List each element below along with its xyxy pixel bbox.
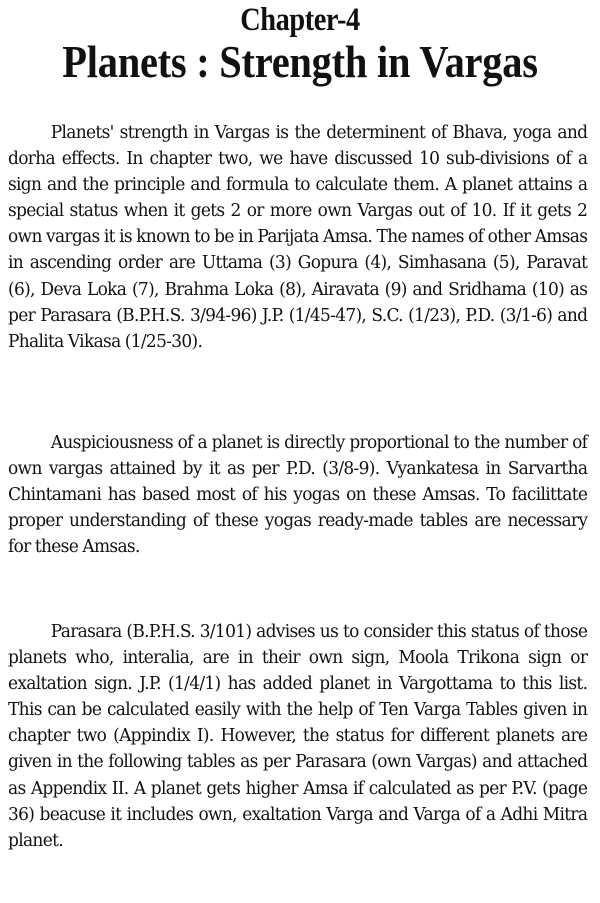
paragraph-1: Planets' strength in Vargas is the determinent of Bhava, yoga and dorha effects. In chapter two, we have discussed 10 sub-divisions of a sign and the principle and formula to calculate them. A planet attains a special status when it gets 2 or more own Vargas out of 10. If it gets 2 own vargas it is known to be in Parijata Amsa. The names of other Amsas in ascending order are Uttama (3) Gopura (4), Simhasana (5), Paravat (6), Deva Loka (7), Brahma Loka (8), Airavata (9) and Sridhama (10) as per Parasara (B.P.H.S. 3/94-96) J.P. (1/45-47), S.C. (1/23), P.D. (3/1-6) and Phalita Vikasa (1/25-30). <box>8 123 588 352</box>
paragraph-2: Auspiciousness of a planet is directly proportional to the number of own vargas attained by it as per P.D. (3/8-9). Vyankatesa in Sarvartha Chintamani has based most of his yogas on these Amsas. To facilittate proper understanding of these yogas ready-made tables are necessary for these Amsas. <box>8 433 588 558</box>
chapter-title: Planets : Strength in Vargas <box>62 36 538 87</box>
chapter-label: Chapter-4 <box>240 2 360 38</box>
paragraph-3: Parasara (B.P.H.S. 3/101) advises us to consider this status of those planets who, interalia, are in their own sign, Moola Trikona sign or exaltation sign. J.P. (1/4/1) has added planet in Vargottama to this list. This can be calculated easily with the help of Ten Varga Tables given in chapter two (Appindix I). However, the status for different planets are given in the following tables as per Parasara (own Vargas) and attached as Appendix II. A planet gets higher Amsa if calculated as per P.V. (page 36) beacuse it includes own, exaltation Varga and Varga of a Adhi Mitra planet. <box>8 622 588 851</box>
